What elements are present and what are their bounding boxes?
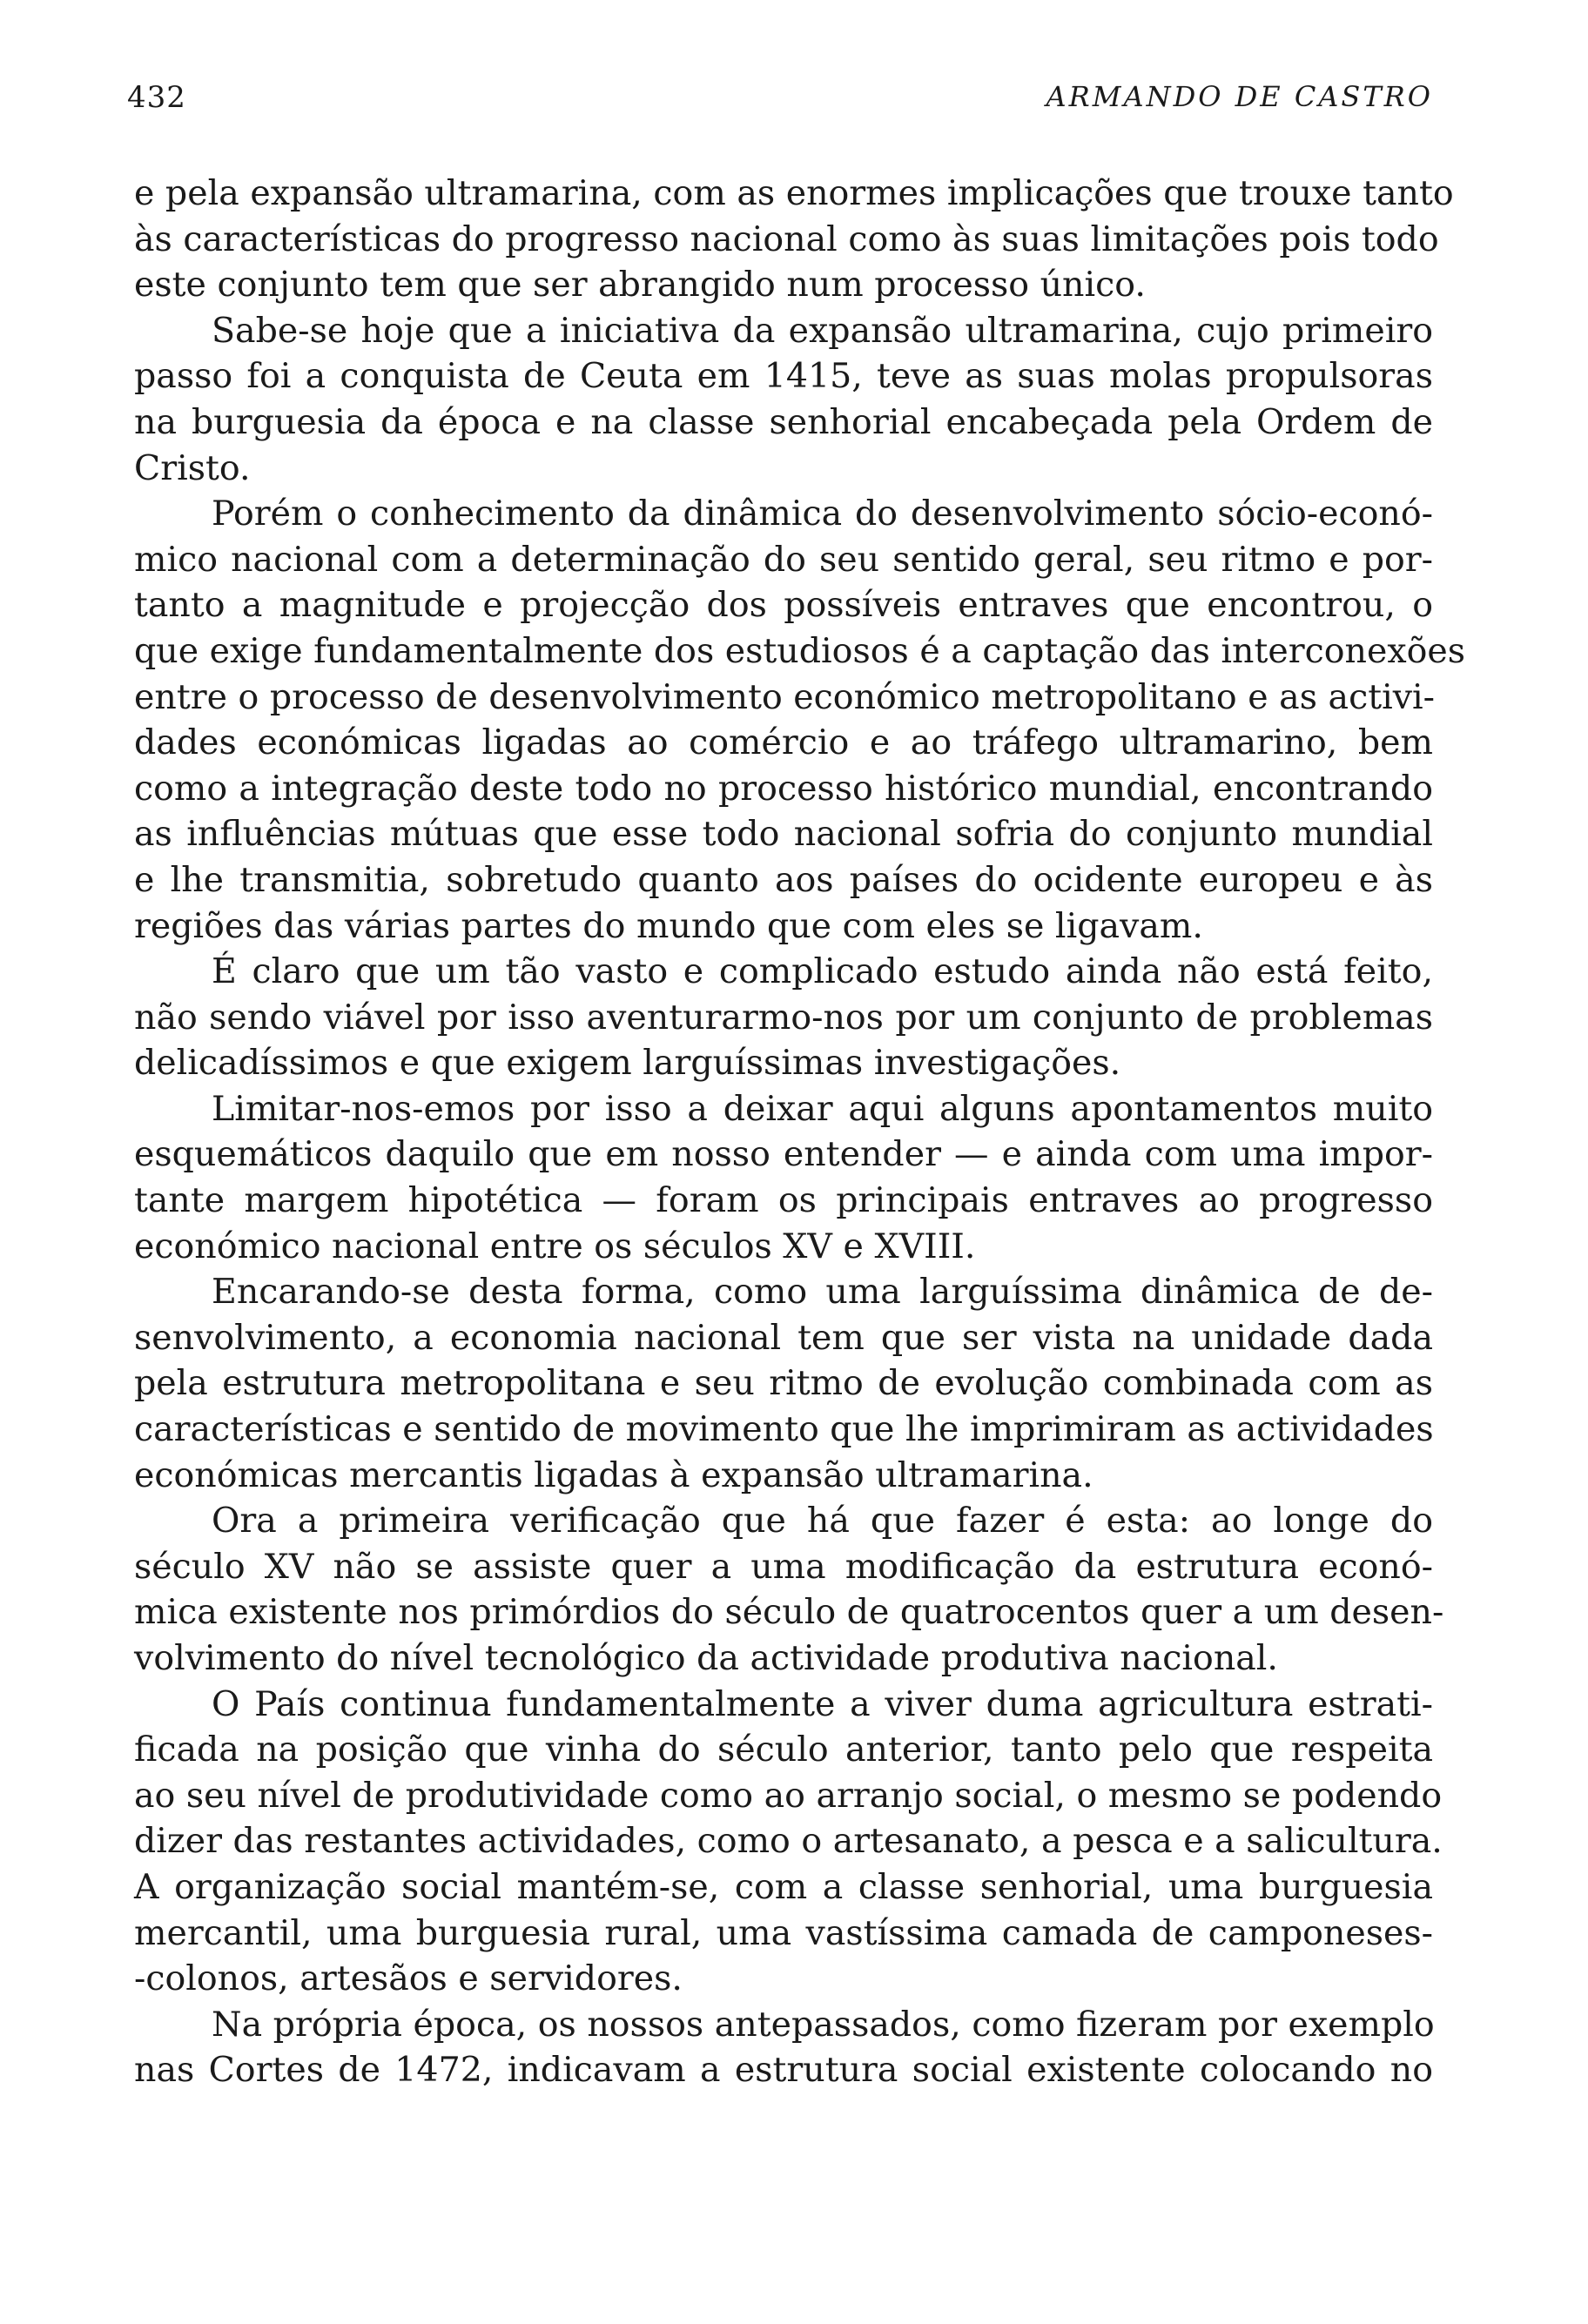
- text-line: e pela expansão ultramarina, com as enormes implicações que trouxe tanto: [134, 173, 1454, 213]
- text-line: pela estrutura metropolitana e seu ritmo de evolução combinada com as: [134, 1363, 1433, 1404]
- text-line: esquemáticos daquilo que em nosso entender — e ainda com uma impor-: [134, 1134, 1433, 1175]
- text-line: ficada na posição que vinha do século anterior, tanto pelo que respeita: [134, 1730, 1433, 1770]
- text-line: características e sentido de movimento que lhe imprimiram as actividades: [134, 1409, 1434, 1450]
- text-line: na burguesia da época e na classe senhorial encabeçada pela Ordem de: [134, 401, 1433, 442]
- running-head: ARMANDO DE CASTRO: [1046, 80, 1433, 113]
- page-header: [127, 80, 1433, 124]
- text-line: que exige fundamentalmente dos estudiosos é a captação das interconexões: [134, 630, 1466, 671]
- text-line: dades económicas ligadas ao comércio e ao tráfego ultramarino, bem: [134, 722, 1433, 763]
- text-line: mico nacional com a determinação do seu sentido geral, seu ritmo e por-: [134, 539, 1433, 580]
- text-line: dizer das restantes actividades, como o artesanato, a pesca e a salicultura.: [134, 1821, 1443, 1862]
- text-line: senvolvimento, a economia nacional tem que ser vista na unidade dada: [134, 1317, 1433, 1358]
- text-line: Cristo.: [134, 447, 251, 488]
- text-line: passo foi a conquista de Ceuta em 1415, teve as suas molas propulsoras: [134, 356, 1433, 397]
- text-line: às características do progresso nacional como às suas limitações pois todo: [134, 218, 1439, 259]
- text-line: como a integração deste todo no processo histórico mundial, encontrando: [134, 768, 1433, 809]
- text-line: delicadíssimos e que exigem larguíssimas investigações.: [134, 1043, 1121, 1084]
- text-line: não sendo viável por isso aventurarmo-nos por um conjunto de problemas: [134, 997, 1433, 1038]
- text-line: nas Cortes de 1472, indicavam a estrutura social existente colocando no: [134, 2050, 1433, 2091]
- text-line: Encarando-se desta forma, como uma larguíssima dinâmica de de-: [212, 1272, 1433, 1313]
- text-line: século XV não se assiste quer a uma modificação da estrutura econó-: [134, 1546, 1433, 1587]
- text-line: tanto a magnitude e projecção dos possíveis entraves que encontrou, o: [134, 585, 1433, 626]
- text-line: este conjunto tem que ser abrangido num processo único.: [134, 265, 1146, 306]
- text-line: Porém o conhecimento da dinâmica do desenvolvimento sócio-econó-: [212, 494, 1433, 534]
- text-line: económico nacional entre os séculos XV e XVIII.: [134, 1226, 976, 1266]
- text-line: O País continua fundamentalmente a viver duma agricultura estrati-: [212, 1683, 1433, 1724]
- text-line: ao seu nível de produtividade como ao arranjo social, o mesmo se podendo: [134, 1775, 1443, 1816]
- text-line: É claro que um tão vasto e complicado estudo ainda não está feito,: [212, 951, 1433, 992]
- text-line: mica existente nos primórdios do século de quatrocentos quer a um desen-: [134, 1592, 1444, 1633]
- body-text: [134, 171, 1466, 2093]
- text-line: A organização social mantém-se, com a classe senhorial, uma burguesia: [134, 1866, 1433, 1907]
- text-line: mercantil, uma burguesia rural, uma vastíssima camada de camponeses-: [134, 1912, 1433, 1953]
- text-line: as influências mútuas que esse todo nacional sofria do conjunto mundial: [134, 814, 1433, 855]
- text-line: económicas mercantis ligadas à expansão ultramarina.: [134, 1454, 1093, 1495]
- text-line: Ora a primeira verificação que há que fazer é esta: ao longe do: [212, 1501, 1433, 1541]
- text-line: Na própria época, os nossos antepassados, como fizeram por exemplo: [212, 2004, 1435, 2045]
- text-line: regiões das várias partes do mundo que com eles se ligavam.: [134, 905, 1203, 946]
- text-line: tante margem hipotética — foram os principais entraves ao progresso: [134, 1180, 1433, 1221]
- text-line: Limitar-nos-emos por isso a deixar aqui alguns apontamentos muito: [212, 1088, 1433, 1129]
- text-line: -colonos, artesãos e servidores.: [134, 1958, 683, 1999]
- text-line: e lhe transmitia, sobretudo quanto aos países do ocidente europeu e às: [134, 859, 1433, 900]
- page-number: 432: [127, 80, 186, 115]
- text-line: volvimento do nível tecnológico da actividade produtiva nacional.: [134, 1638, 1278, 1678]
- text-line: Sabe-se hoje que a iniciativa da expansão ultramarina, cujo primeiro: [212, 310, 1433, 351]
- text-line: entre o processo de desenvolvimento económico metropolitano e as activi-: [134, 676, 1436, 717]
